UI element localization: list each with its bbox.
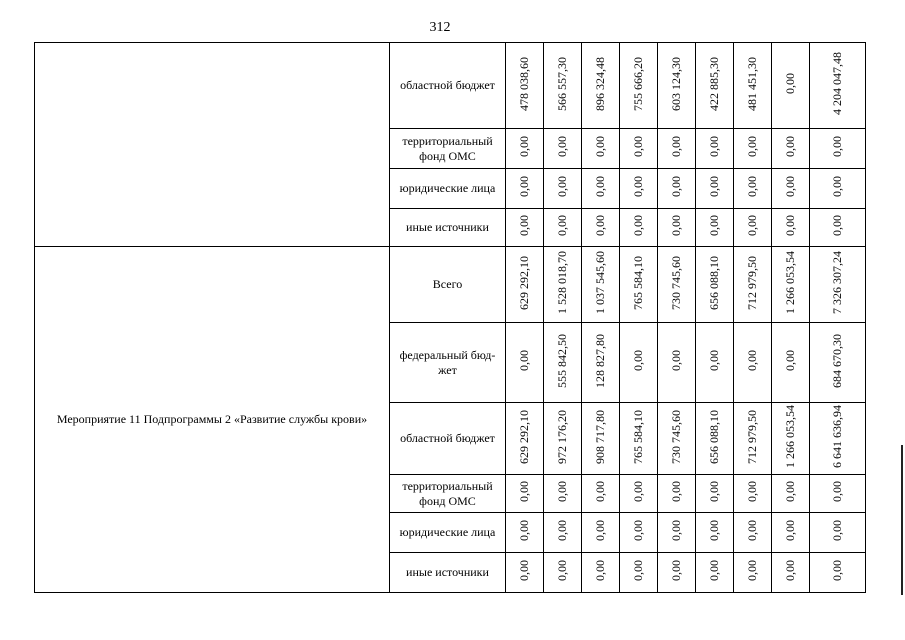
funding-source-cell: территориальный фонд ОМС — [390, 475, 506, 513]
value-text: 0,00 — [707, 560, 721, 581]
value-cell — [734, 247, 772, 323]
value-cell — [772, 129, 810, 169]
value-text: 0,00 — [783, 136, 797, 157]
value-cell — [506, 169, 544, 209]
value-cell — [582, 403, 620, 475]
table-body — [35, 43, 866, 593]
value-text: 0,00 — [745, 560, 759, 581]
value-cell — [696, 169, 734, 209]
value-cell — [582, 169, 620, 209]
value-text: 0,00 — [631, 520, 645, 541]
value-cell — [506, 129, 544, 169]
value-text: 0,00 — [783, 481, 797, 502]
value-cell — [506, 43, 544, 129]
value-cell — [696, 475, 734, 513]
value-cell — [734, 403, 772, 475]
funding-source-cell: территориальный фонд ОМС — [390, 129, 506, 169]
value-text: 730 745,60 — [669, 255, 683, 310]
value-cell — [620, 553, 658, 593]
value-text: 765 584,10 — [631, 255, 645, 310]
value-cell — [544, 475, 582, 513]
value-text: 0,00 — [745, 215, 759, 236]
value-cell — [734, 323, 772, 403]
value-cell — [506, 209, 544, 247]
value-cell — [810, 475, 866, 513]
value-cell — [582, 323, 620, 403]
value-cell — [544, 129, 582, 169]
value-cell — [696, 209, 734, 247]
value-cell — [658, 403, 696, 475]
value-text: 0,00 — [745, 176, 759, 197]
value-text: 0,00 — [830, 136, 844, 157]
value-text: 0,00 — [669, 350, 683, 371]
value-cell — [544, 403, 582, 475]
value-cell — [582, 43, 620, 129]
value-text: 478 038,60 — [517, 56, 531, 111]
value-cell — [696, 129, 734, 169]
value-cell — [772, 169, 810, 209]
value-text: 0,00 — [669, 136, 683, 157]
value-cell — [696, 553, 734, 593]
funding-source-cell: иные источники — [390, 209, 506, 247]
value-text: 0,00 — [783, 350, 797, 371]
value-cell — [734, 209, 772, 247]
value-cell — [696, 43, 734, 129]
value-text: 0,00 — [555, 136, 569, 157]
value-text: 0,00 — [830, 481, 844, 502]
value-cell — [658, 169, 696, 209]
funding-source-cell: Всего — [390, 247, 506, 323]
value-cell — [620, 513, 658, 553]
value-cell — [620, 129, 658, 169]
value-text: 0,00 — [555, 520, 569, 541]
value-text: 0,00 — [669, 176, 683, 197]
value-text: 1 266 053,54 — [783, 405, 797, 468]
value-text: 7 326 307,24 — [830, 251, 844, 314]
value-cell — [810, 513, 866, 553]
value-text: 128 827,80 — [593, 333, 607, 388]
value-cell — [658, 129, 696, 169]
value-cell — [772, 323, 810, 403]
value-cell — [506, 247, 544, 323]
value-cell — [544, 169, 582, 209]
value-cell — [582, 209, 620, 247]
value-cell — [734, 513, 772, 553]
funding-source-cell: юридические лица — [390, 169, 506, 209]
funding-source-cell: областной бюджет — [390, 403, 506, 475]
value-text: 555 842,50 — [555, 333, 569, 388]
value-text: 0,00 — [707, 215, 721, 236]
event-cell: Мероприятие 11 Подпрограммы 2 «Развитие службы крови» — [35, 247, 390, 593]
value-text: 972 176,20 — [555, 409, 569, 464]
value-text: 0,00 — [830, 520, 844, 541]
value-text: 0,00 — [707, 481, 721, 502]
value-text: 0,00 — [517, 176, 531, 197]
value-text: 0,00 — [631, 350, 645, 371]
value-cell — [544, 247, 582, 323]
value-text: 0,00 — [707, 176, 721, 197]
value-text: 0,00 — [631, 176, 645, 197]
value-text: 603 124,30 — [669, 56, 683, 111]
table-row — [35, 43, 866, 129]
value-cell — [506, 513, 544, 553]
value-cell — [544, 323, 582, 403]
value-cell — [582, 129, 620, 169]
value-cell — [658, 247, 696, 323]
value-text: 6 641 636,94 — [830, 405, 844, 468]
value-text: 712 979,50 — [745, 409, 759, 464]
value-cell — [658, 553, 696, 593]
value-text: 566 557,30 — [555, 56, 569, 111]
value-text: 0,00 — [631, 215, 645, 236]
value-cell — [506, 323, 544, 403]
value-text: 0,00 — [555, 560, 569, 581]
value-text: 0,00 — [517, 136, 531, 157]
value-text: 422 885,30 — [707, 56, 721, 111]
scan-edge-line — [901, 445, 903, 595]
funding-source-cell: юридические лица — [390, 513, 506, 553]
value-cell — [582, 247, 620, 323]
value-text: 0,00 — [631, 136, 645, 157]
value-text: 0,00 — [555, 215, 569, 236]
value-cell — [620, 169, 658, 209]
value-cell — [506, 403, 544, 475]
value-text: 0,00 — [555, 481, 569, 502]
value-cell — [582, 513, 620, 553]
value-cell — [810, 43, 866, 129]
page-number: 312 — [429, 20, 451, 35]
value-text: 0,00 — [517, 350, 531, 371]
value-text: 0,00 — [593, 481, 607, 502]
value-cell — [582, 475, 620, 513]
value-text: 629 292,10 — [517, 255, 531, 310]
value-text: 684 670,30 — [830, 333, 844, 388]
value-cell — [620, 323, 658, 403]
value-text: 0,00 — [517, 560, 531, 581]
value-text: 0,00 — [517, 481, 531, 502]
value-text: 908 717,80 — [593, 409, 607, 464]
value-cell — [544, 209, 582, 247]
value-cell — [810, 247, 866, 323]
value-text: 0,00 — [517, 215, 531, 236]
value-cell — [810, 403, 866, 475]
value-cell — [734, 43, 772, 129]
value-text: 0,00 — [830, 215, 844, 236]
value-text: 0,00 — [745, 350, 759, 371]
value-cell — [582, 553, 620, 593]
table-row — [35, 247, 866, 323]
value-text: 0,00 — [555, 176, 569, 197]
value-cell — [772, 247, 810, 323]
value-text: 0,00 — [631, 560, 645, 581]
value-text: 0,00 — [745, 136, 759, 157]
value-text: 755 666,20 — [631, 56, 645, 111]
value-cell — [772, 513, 810, 553]
value-text: 0,00 — [631, 481, 645, 502]
budget-table — [34, 42, 866, 593]
value-text: 0,00 — [830, 560, 844, 581]
value-cell — [620, 403, 658, 475]
value-cell — [772, 475, 810, 513]
value-text: 656 088,10 — [707, 409, 721, 464]
value-cell — [620, 209, 658, 247]
value-cell — [772, 209, 810, 247]
value-text: 0,00 — [783, 560, 797, 581]
value-text: 0,00 — [593, 215, 607, 236]
value-text: 0,00 — [745, 520, 759, 541]
value-cell — [696, 513, 734, 553]
value-text: 730 745,60 — [669, 409, 683, 464]
value-text: 4 204 047,48 — [830, 52, 844, 115]
value-cell — [734, 475, 772, 513]
value-text: 0,00 — [783, 215, 797, 236]
value-text: 0,00 — [669, 560, 683, 581]
value-text: 0,00 — [593, 560, 607, 581]
value-text: 0,00 — [783, 73, 797, 94]
value-cell — [506, 475, 544, 513]
value-text: 0,00 — [669, 481, 683, 502]
value-text: 0,00 — [593, 520, 607, 541]
value-cell — [658, 209, 696, 247]
value-cell — [772, 403, 810, 475]
value-text: 0,00 — [707, 136, 721, 157]
value-cell — [734, 129, 772, 169]
value-text: 0,00 — [707, 520, 721, 541]
value-cell — [544, 513, 582, 553]
value-text: 1 528 018,70 — [555, 251, 569, 314]
value-cell — [696, 323, 734, 403]
value-cell — [658, 323, 696, 403]
value-text: 0,00 — [593, 136, 607, 157]
value-text: 0,00 — [830, 176, 844, 197]
value-cell — [620, 475, 658, 513]
value-text: 1 266 053,54 — [783, 251, 797, 314]
value-cell — [772, 553, 810, 593]
value-cell — [734, 553, 772, 593]
value-text: 0,00 — [707, 350, 721, 371]
value-text: 0,00 — [517, 520, 531, 541]
value-cell — [658, 475, 696, 513]
value-text: 896 324,48 — [593, 56, 607, 111]
value-cell — [772, 43, 810, 129]
value-cell — [810, 169, 866, 209]
value-cell — [658, 43, 696, 129]
value-cell — [810, 209, 866, 247]
value-text: 1 037 545,60 — [593, 251, 607, 314]
value-text: 629 292,10 — [517, 409, 531, 464]
value-text: 656 088,10 — [707, 255, 721, 310]
value-cell — [658, 513, 696, 553]
value-cell — [620, 43, 658, 129]
value-cell — [810, 553, 866, 593]
value-text: 0,00 — [783, 520, 797, 541]
value-cell — [696, 247, 734, 323]
value-cell — [544, 553, 582, 593]
value-cell — [810, 129, 866, 169]
value-cell — [620, 247, 658, 323]
value-text: 481 451,30 — [745, 56, 759, 111]
value-cell — [544, 43, 582, 129]
funding-source-cell: иные источники — [390, 553, 506, 593]
value-cell — [734, 169, 772, 209]
value-cell — [810, 323, 866, 403]
value-text: 0,00 — [669, 520, 683, 541]
value-cell — [506, 553, 544, 593]
funding-source-cell: федеральный бюд-жет — [390, 323, 506, 403]
value-text: 0,00 — [669, 215, 683, 236]
event-cell — [35, 43, 390, 247]
value-cell — [696, 403, 734, 475]
value-text: 765 584,10 — [631, 409, 645, 464]
value-text: 0,00 — [593, 176, 607, 197]
value-text: 0,00 — [745, 481, 759, 502]
value-text: 712 979,50 — [745, 255, 759, 310]
funding-source-cell: областной бюджет — [390, 43, 506, 129]
value-text: 0,00 — [783, 176, 797, 197]
